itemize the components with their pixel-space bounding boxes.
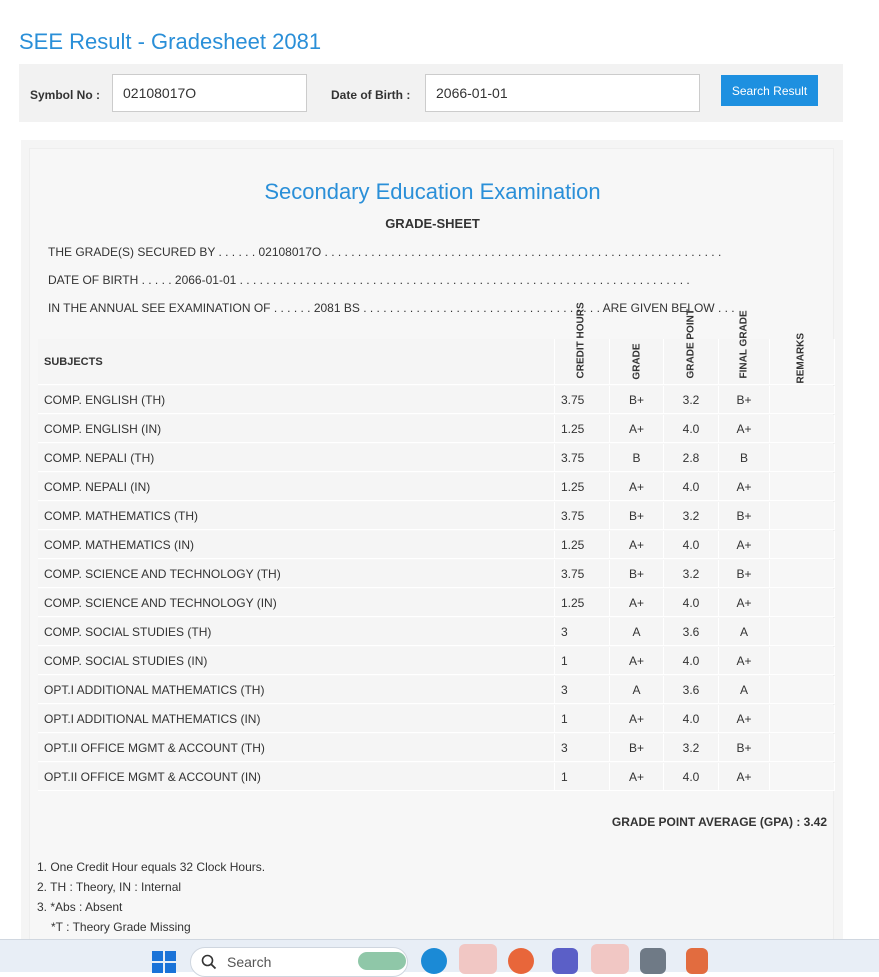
file-explorer-icon[interactable] <box>459 944 497 974</box>
remarks-cell <box>770 589 835 617</box>
grade-cell: B+ <box>610 734 664 762</box>
credit-hours-cell: 3.75 <box>555 502 610 530</box>
remarks-cell <box>770 531 835 559</box>
gradesheet <box>29 148 834 940</box>
credit-hours-cell: 3 <box>555 618 610 646</box>
grade-cell: A+ <box>610 705 664 733</box>
gradesheet-container <box>21 140 843 940</box>
final-grade-cell: A+ <box>719 473 770 501</box>
note-item: 2. TH : Theory, IN : Internal <box>37 880 182 894</box>
grade-point-cell: 4.0 <box>664 705 719 733</box>
subject-cell: COMP. SOCIAL STUDIES (IN) <box>38 647 555 675</box>
grade-cell: B+ <box>610 502 664 530</box>
grade-cell: B+ <box>610 386 664 414</box>
table-row <box>38 705 835 734</box>
grade-point-cell: 3.2 <box>664 502 719 530</box>
note-item: 1. One Credit Hour equals 32 Clock Hours. <box>37 860 266 874</box>
note-item: 3. *Abs : Absent <box>37 900 123 914</box>
table-row <box>38 444 835 473</box>
subject-cell: COMP. SCIENCE AND TECHNOLOGY (TH) <box>38 560 555 588</box>
col-final-grade-cell <box>719 310 770 385</box>
subject-cell: COMP. SOCIAL STUDIES (TH) <box>38 618 555 646</box>
grade-cell: A+ <box>610 415 664 443</box>
grade-cell: A+ <box>610 473 664 501</box>
final-grade-cell: B+ <box>719 560 770 588</box>
dob-line: DATE OF BIRTH . . . . . 2066-01-01 . . . . . . . . . . . . . . . . . . . . . . . . . . . . . . . . . . . . . . . . . . . . . . . . . . . . . . . . . . . . . . . . . . . . <box>48 273 690 287</box>
table-row <box>38 473 835 502</box>
final-grade-cell: A+ <box>719 531 770 559</box>
final-grade-cell: A+ <box>719 589 770 617</box>
windows-start-icon[interactable] <box>152 951 176 973</box>
remarks-cell <box>770 618 835 646</box>
grade-cell: A+ <box>610 763 664 791</box>
gradesheet-subheading: GRADE-SHEET <box>385 216 480 231</box>
subject-cell: COMP. ENGLISH (TH) <box>38 386 555 414</box>
table-row <box>38 676 835 705</box>
final-grade-cell: B+ <box>719 386 770 414</box>
remarks-cell <box>770 502 835 530</box>
grade-point-cell: 4.0 <box>664 531 719 559</box>
remarks-cell <box>770 705 835 733</box>
credit-hours-cell: 1.25 <box>555 589 610 617</box>
teams-icon[interactable] <box>552 948 578 974</box>
camera-icon[interactable] <box>640 948 666 974</box>
credit-hours-cell: 1 <box>555 647 610 675</box>
dob-input[interactable]: 2066-01-01 <box>425 74 700 112</box>
subject-cell: COMP. SCIENCE AND TECHNOLOGY (IN) <box>38 589 555 617</box>
grade-point-cell: 4.0 <box>664 647 719 675</box>
table-row <box>38 647 835 676</box>
final-grade-cell: A <box>719 618 770 646</box>
subject-cell: OPT.II OFFICE MGMT & ACCOUNT (IN) <box>38 763 555 791</box>
widgets-icon[interactable] <box>358 952 406 970</box>
taskbar-search-input[interactable]: Search <box>190 947 408 977</box>
notes <box>37 857 265 937</box>
grade-point-cell: 4.0 <box>664 415 719 443</box>
table-row <box>38 763 835 792</box>
subject-cell: OPT.I ADDITIONAL MATHEMATICS (TH) <box>38 676 555 704</box>
final-grade-cell: A+ <box>719 647 770 675</box>
credit-hours-cell: 1.25 <box>555 415 610 443</box>
table-row <box>38 531 835 560</box>
col-remarks-cell <box>770 332 835 385</box>
grade-point-cell: 2.8 <box>664 444 719 472</box>
grade-cell: A+ <box>610 647 664 675</box>
grade-cell: A+ <box>610 589 664 617</box>
grade-point-cell: 3.6 <box>664 676 719 704</box>
credit-hours-cell: 1 <box>555 705 610 733</box>
credit-hours-cell: 1 <box>555 763 610 791</box>
grade-point-cell: 4.0 <box>664 589 719 617</box>
credit-hours-cell: 3 <box>555 734 610 762</box>
search-icon <box>201 954 217 970</box>
subject-cell: OPT.I ADDITIONAL MATHEMATICS (IN) <box>38 705 555 733</box>
credit-hours-cell: 3.75 <box>555 386 610 414</box>
exam-heading: Secondary Education Examination <box>264 179 601 204</box>
grade-cell: A+ <box>610 531 664 559</box>
final-grade-cell: A+ <box>719 705 770 733</box>
final-grade-cell: A <box>719 676 770 704</box>
table-row <box>38 386 835 415</box>
copilot-icon[interactable] <box>591 944 629 974</box>
remarks-cell <box>770 444 835 472</box>
symbol-label: Symbol No : <box>30 88 101 102</box>
table-row <box>38 560 835 589</box>
col-remarks: REMARKS <box>795 332 807 384</box>
snipping-tool-icon[interactable] <box>686 948 708 974</box>
col-grade-point-cell <box>664 309 719 385</box>
remarks-cell <box>770 560 835 588</box>
exam-line: IN THE ANNUAL SEE EXAMINATION OF . . . . . . 2081 BS . . . . . . . . . . . . . . . . . . . . . . . . . . . . . . . . . . . . ARE GIVEN BELOW . . . <box>48 301 735 315</box>
final-grade-cell: A+ <box>719 763 770 791</box>
firefox-icon[interactable] <box>508 948 534 974</box>
grade-point-cell: 4.0 <box>664 763 719 791</box>
table-row <box>38 734 835 763</box>
secured-by-line: THE GRADE(S) SECURED BY . . . . . . 02108017O . . . . . . . . . . . . . . . . . . . . . . . . . . . . . . . . . . . . . . . . . . . . . . . . . . . . . . . . . . . . <box>48 245 722 259</box>
remarks-cell <box>770 763 835 791</box>
col-final-grade: FINAL GRADE <box>738 310 750 379</box>
gpa-summary: GRADE POINT AVERAGE (GPA) : 3.42 <box>611 815 827 829</box>
subject-cell: COMP. NEPALI (IN) <box>38 473 555 501</box>
final-grade-cell: B <box>719 444 770 472</box>
col-grade: GRADE <box>631 343 643 380</box>
subject-cell: COMP. MATHEMATICS (IN) <box>38 531 555 559</box>
subject-cell: COMP. NEPALI (TH) <box>38 444 555 472</box>
credit-hours-cell: 1.25 <box>555 531 610 559</box>
final-grade-cell: B+ <box>719 734 770 762</box>
credit-hours-cell: 3.75 <box>555 444 610 472</box>
remarks-cell <box>770 734 835 762</box>
col-grade-cell <box>610 339 664 385</box>
col-grade-point: GRADE POINT <box>685 309 697 379</box>
table-row <box>38 415 835 444</box>
taskbar <box>0 939 879 972</box>
grade-point-cell: 3.2 <box>664 386 719 414</box>
grade-point-cell: 3.6 <box>664 618 719 646</box>
grade-point-cell: 4.0 <box>664 473 719 501</box>
col-subjects: SUBJECTS <box>38 339 555 385</box>
col-credit-hours-cell <box>555 302 610 385</box>
credit-hours-cell: 3 <box>555 676 610 704</box>
page-title: SEE Result - Gradesheet 2081 <box>19 29 322 54</box>
remarks-cell <box>770 647 835 675</box>
col-credit-hours: CREDIT HOURS <box>575 302 587 379</box>
dob-label: Date of Birth : <box>331 88 411 102</box>
search-form <box>19 64 843 122</box>
grade-cell: A <box>610 676 664 704</box>
remarks-cell <box>770 415 835 443</box>
subject-cell: COMP. MATHEMATICS (TH) <box>38 502 555 530</box>
final-grade-cell: A+ <box>719 415 770 443</box>
final-grade-cell: B+ <box>719 502 770 530</box>
subject-cell: COMP. ENGLISH (IN) <box>38 415 555 443</box>
note-item: *T : Theory Grade Missing <box>51 920 191 934</box>
search-result-button[interactable]: Search Result <box>721 75 818 106</box>
grade-cell: A <box>610 618 664 646</box>
remarks-cell <box>770 386 835 414</box>
credit-hours-cell: 1.25 <box>555 473 610 501</box>
grade-cell: B <box>610 444 664 472</box>
symbol-input[interactable]: 02108017O <box>112 74 307 112</box>
table-row <box>38 589 835 618</box>
remarks-cell <box>770 473 835 501</box>
subject-cell: OPT.II OFFICE MGMT & ACCOUNT (TH) <box>38 734 555 762</box>
grade-point-cell: 3.2 <box>664 560 719 588</box>
remarks-cell <box>770 676 835 704</box>
edge-browser-icon[interactable] <box>421 948 447 974</box>
grade-cell: B+ <box>610 560 664 588</box>
grade-point-cell: 3.2 <box>664 734 719 762</box>
credit-hours-cell: 3.75 <box>555 560 610 588</box>
table-row <box>38 618 835 647</box>
table-row <box>38 502 835 531</box>
